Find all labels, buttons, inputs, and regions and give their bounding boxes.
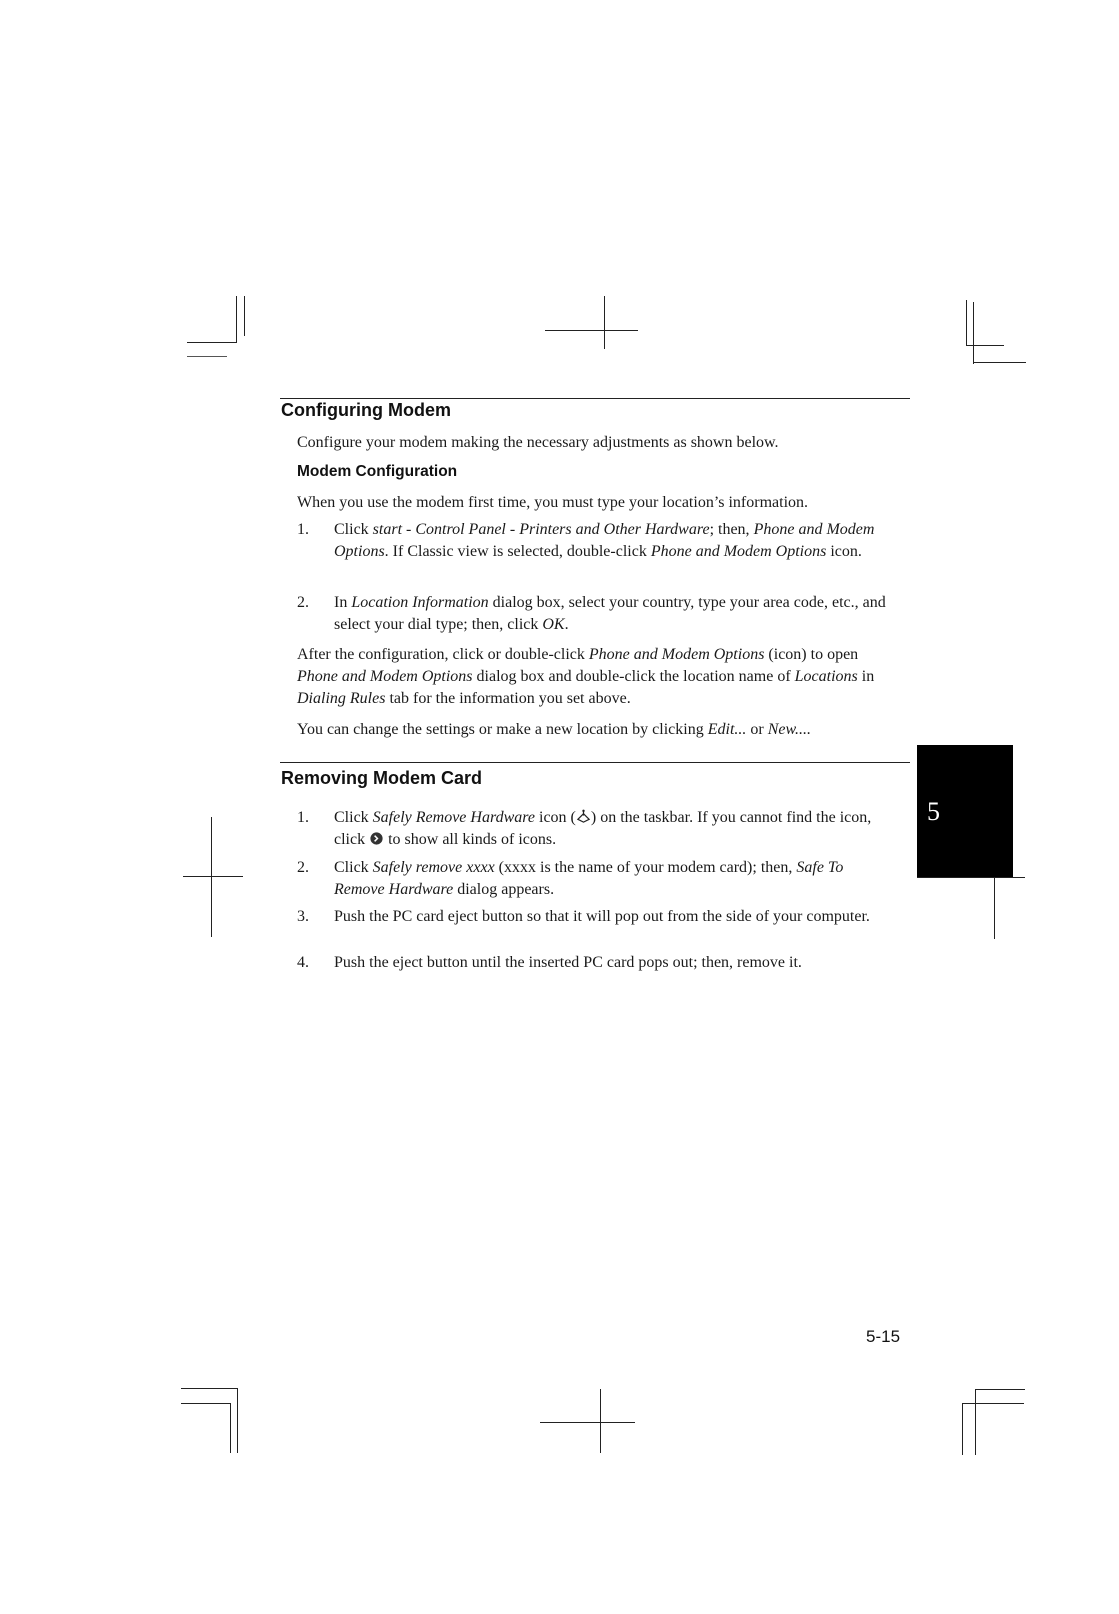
after-config-text: After the configuration, click or double-click Phone and Modem Options (icon) to open Phone and Modem Options dialog box and double-click the location name of Locations in Dialing Rules tab for the information you set above. — [297, 646, 875, 707]
list-item — [297, 592, 897, 636]
list-number: 2. — [297, 859, 309, 876]
page-number: 5-15 — [866, 1327, 901, 1346]
list-text: Push the PC card eject button so that it will pop out from the side of your computer. — [334, 908, 870, 925]
chapter-tab — [917, 745, 1013, 877]
subsection-title: Modem Configuration — [297, 463, 458, 480]
list-item — [297, 952, 897, 974]
change-settings-text: You can change the settings or make a new location by clicking Edit... or New.... — [297, 721, 811, 738]
list-number: 1. — [297, 809, 309, 826]
list-item — [297, 857, 897, 901]
section-rule — [280, 398, 910, 399]
safely-remove-hardware-icon — [576, 809, 591, 824]
lead-text: When you use the modem first time, you must type your location’s information. — [297, 494, 809, 511]
list-text: Click Safely Remove Hardware icon ( ) on the taskbar. If you cannot find the icon, click to show all kinds of icons. — [334, 809, 872, 848]
list-number: 2. — [297, 594, 309, 611]
list-item — [297, 519, 897, 563]
list-text: In Location Information dialog box, select your country, type your area code, etc., and select your dial type; then, click OK. — [334, 594, 886, 633]
list-text: Push the eject button until the inserted PC card pops out; then, remove it. — [334, 954, 802, 971]
intro-text: Configure your modem making the necessary adjustments as shown below. — [297, 434, 779, 451]
chapter-number: 5 — [927, 797, 940, 826]
list-text: Click Safely remove xxxx (xxxx is the name of your modem card); then, Safe To Remove Hardware dialog appears. — [334, 859, 844, 898]
section-title: Removing Modem Card — [281, 768, 483, 788]
section-rule — [280, 762, 910, 763]
list-text: Click start - Control Panel - Printers and Other Hardware; then, Phone and Modem Options. If Classic view is selected, double-click Phone and Modem Options icon. — [334, 521, 875, 560]
list-number: 1. — [297, 521, 309, 538]
list-number: 4. — [297, 954, 309, 971]
list-number: 3. — [297, 908, 309, 925]
list-item — [297, 906, 897, 928]
section-title: Configuring Modem — [281, 400, 451, 420]
show-hidden-icons-icon — [369, 831, 384, 846]
list-item — [297, 807, 897, 851]
